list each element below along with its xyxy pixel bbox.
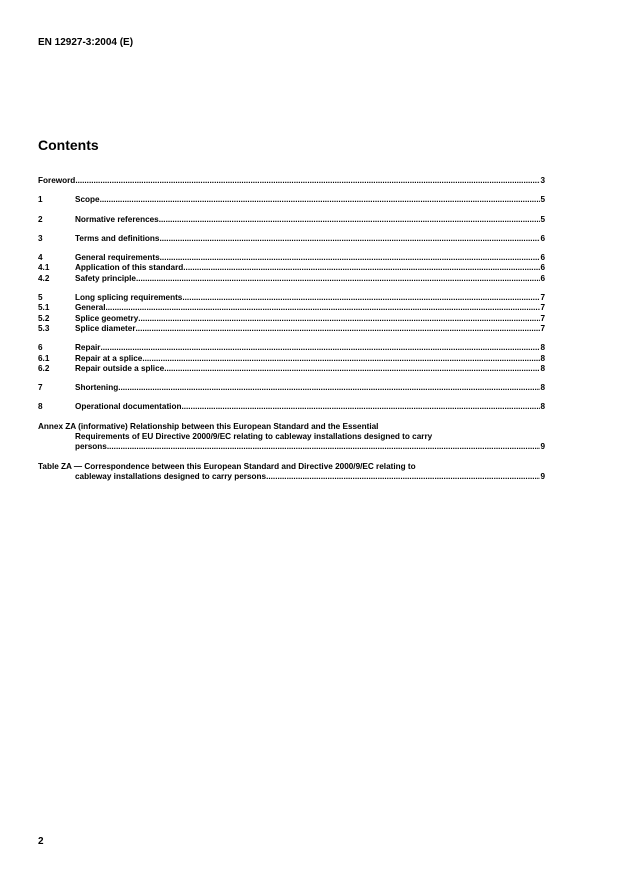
toc-page-number: 5	[540, 214, 545, 224]
toc-title: Long splicing requirements	[75, 293, 183, 303]
toc-title: Splice diameter	[75, 323, 136, 333]
toc-leader-dots	[100, 195, 541, 205]
toc-section-number: 6.1	[38, 353, 50, 363]
toc-page-number: 9	[540, 442, 545, 452]
toc-section-number: 4	[38, 253, 43, 263]
toc-entry-general-requirements[interactable]	[38, 253, 545, 263]
document-id-header: EN 12927-3:2004 (E)	[38, 37, 134, 48]
toc-page-number: 5	[540, 195, 545, 205]
toc-page-number: 6	[540, 263, 545, 273]
toc-table-line-2: cableway installations designed to carry persons	[75, 471, 267, 481]
toc-title: Splice geometry	[75, 313, 139, 323]
toc-entry-operational-documentation[interactable]	[38, 402, 545, 412]
toc-section-number: 5.1	[38, 303, 50, 313]
toc-leader-dots	[183, 263, 540, 273]
toc-entry-splice-geometry[interactable]	[38, 314, 545, 324]
toc-section-number: 1	[38, 195, 43, 205]
toc-table-line-1: Table ZA — Correspondence between this European Standard and Directive 2000/9/EC relating to	[38, 461, 416, 471]
toc-entry-table-za[interactable]	[38, 462, 545, 483]
toc-section-number: 4.1	[38, 263, 50, 273]
toc-group-general-requirements	[38, 253, 545, 284]
toc-annex-line-1: Annex ZA (informative) Relationship between this European Standard and the Essential	[38, 421, 379, 431]
toc-section-number: 8	[38, 402, 43, 412]
toc-entry-foreword[interactable]	[38, 176, 545, 186]
toc-leader-dots	[164, 364, 540, 374]
toc-page-number: 7	[540, 293, 545, 303]
toc-leader-dots	[106, 303, 541, 313]
toc-leader-dots	[100, 343, 540, 353]
toc-page-number: 8	[540, 343, 545, 353]
toc-title: Shortening	[75, 383, 119, 393]
toc-entry-annex-za[interactable]	[38, 422, 545, 453]
toc-annex-line-3: persons	[75, 442, 107, 452]
toc-group-repair	[38, 343, 545, 374]
toc-page-number: 6	[540, 273, 545, 283]
toc-entry-long-splicing-requirements[interactable]	[38, 293, 545, 303]
toc-entry-terms-definitions[interactable]	[38, 234, 545, 244]
toc-title: Application of this standard	[75, 263, 184, 273]
toc-title: Repair outside a splice	[75, 363, 165, 373]
toc-section-number: 3	[38, 233, 43, 243]
toc-leader-dots	[107, 442, 541, 452]
toc-page-number: 7	[540, 313, 545, 323]
toc-title: Normative references	[75, 214, 159, 224]
toc-leader-dots	[266, 472, 540, 482]
toc-section-number: 6	[38, 343, 43, 353]
toc-leader-dots	[138, 314, 540, 324]
table-of-contents	[38, 176, 545, 482]
toc-page-number: 8	[540, 353, 545, 363]
toc-title: Foreword	[38, 176, 76, 185]
toc-leader-dots	[160, 253, 541, 263]
toc-entry-general[interactable]	[38, 303, 545, 313]
toc-title: General requirements	[75, 253, 160, 263]
toc-page-number: 7	[540, 303, 545, 313]
toc-page-number: 9	[540, 471, 545, 481]
toc-page-number: 6	[540, 253, 545, 263]
toc-entry-splice-diameter[interactable]	[38, 324, 545, 334]
toc-page-number: 7	[540, 323, 545, 333]
toc-page-number: 8	[540, 383, 545, 393]
contents-heading: Contents	[38, 137, 99, 153]
toc-page-number: 3	[540, 176, 545, 185]
toc-section-number: 5	[38, 293, 43, 303]
page-number-footer: 2	[38, 836, 44, 847]
toc-title: Repair at a splice	[75, 353, 143, 363]
toc-leader-dots	[182, 293, 540, 303]
toc-section-number: 6.2	[38, 363, 50, 373]
toc-entry-scope[interactable]	[38, 195, 545, 205]
toc-entry-repair-outside-splice[interactable]	[38, 364, 545, 374]
toc-leader-dots	[159, 234, 540, 244]
toc-page-number: 8	[540, 363, 545, 373]
toc-leader-dots	[142, 354, 540, 364]
toc-title: General	[75, 303, 106, 313]
toc-section-number: 7	[38, 383, 43, 393]
toc-title: Terms and definitions	[75, 233, 160, 243]
toc-title: Operational documentation	[75, 402, 182, 412]
toc-section-number: 5.3	[38, 323, 50, 333]
toc-entry-repair-at-splice[interactable]	[38, 354, 545, 364]
toc-page-number: 8	[540, 402, 545, 412]
toc-title: Safety principle	[75, 273, 136, 283]
toc-group-long-splicing	[38, 293, 545, 334]
toc-leader-dots	[136, 324, 541, 334]
toc-leader-dots	[159, 215, 541, 225]
toc-leader-dots	[136, 274, 540, 284]
toc-leader-dots	[75, 176, 540, 186]
toc-entry-normative-references[interactable]	[38, 215, 545, 225]
toc-entry-repair[interactable]	[38, 343, 545, 353]
toc-section-number: 5.2	[38, 313, 50, 323]
toc-entry-shortening[interactable]	[38, 383, 545, 393]
toc-leader-dots	[118, 383, 540, 393]
toc-entry-application-of-standard[interactable]	[38, 263, 545, 273]
toc-section-number: 4.2	[38, 273, 50, 283]
toc-entry-safety-principle[interactable]	[38, 274, 545, 284]
toc-page-number: 6	[540, 233, 545, 243]
toc-annex-line-2: Requirements of EU Directive 2000/9/EC relating to cableway installations designed to carry	[75, 432, 433, 442]
toc-leader-dots	[181, 402, 540, 412]
toc-title: Scope	[75, 195, 100, 205]
toc-title: Repair	[75, 343, 101, 353]
toc-section-number: 2	[38, 214, 43, 224]
